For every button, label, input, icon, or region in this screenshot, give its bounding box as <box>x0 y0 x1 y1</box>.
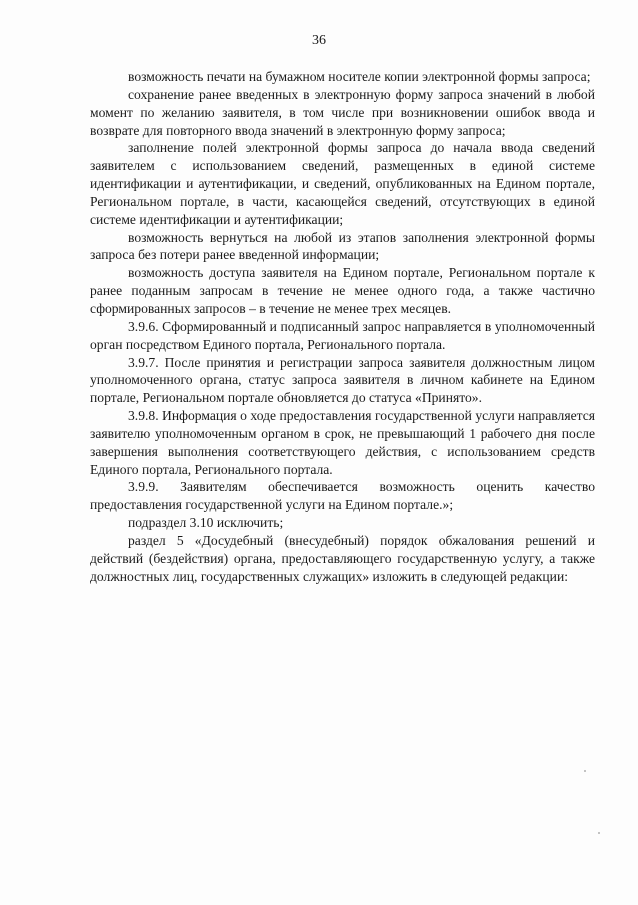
paragraph-save-values: сохранение ранее введенных в электронную форму запроса значений в любой момент по желанию заявителя, в том числе при возникновении ошибок ввода и возврате для повторного ввода значений в электронную форму запроса; <box>90 86 595 138</box>
scan-speck <box>584 770 586 772</box>
body-text <box>90 68 595 585</box>
paragraph-prefill-fields: заполнение полей электронной формы запроса до начала ввода сведений заявителем с использованием сведений, размещенных в единой системе идентификации и аутентификации, и сведений, опубликованных на Едином портале, Региональном портале, в части, касающейся сведений, отсутствующих в единой системе идентификации и аутентификации; <box>90 140 595 227</box>
paragraph-3-9-7: 3.9.7. После принятия и регистрации запроса заявителя должностным лицом уполномоченного органа, статус запроса заявителя в личном кабинете на Едином портале, Региональном портале обновляется до статуса «Принято». <box>90 354 595 406</box>
paragraph-3-9-6: 3.9.6. Сформированный и подписанный запрос направляется в уполномоченный орган посредством Единого портала, Регионального портала. <box>90 318 595 352</box>
paragraph-access-requests: возможность доступа заявителя на Едином портале, Региональном портале к ранее поданным запросам в течение не менее одного года, а также частично сформированных запросов – в течение не менее трех месяцев. <box>90 265 595 316</box>
paragraph-print-copy: возможность печати на бумажном носителе копии электронной формы запроса; <box>128 69 591 84</box>
paragraph-3-9-9: 3.9.9. Заявителям обеспечивается возможность оценить качество предоставления государственной услуги на Едином портале.»; <box>90 479 595 513</box>
paragraph-subsection-3-10: подраздел 3.10 исключить; <box>128 515 284 531</box>
paragraph-return-to-step: возможность вернуться на любой из этапов заполнения электронной формы запроса без потери ранее введенной информации; <box>90 229 595 263</box>
scan-speck <box>598 832 600 834</box>
paragraph-section-5: раздел 5 «Досудебный (внесудебный) порядок обжалования решений и действий (бездействия) органа, предоставляющего государственную услугу, а также должностных лиц, государственных служащих» изложить в следующей редакции: <box>90 532 595 584</box>
paragraph-3-9-8: 3.9.8. Информация о ходе предоставления государственной услуги направляется заявителю уполномоченным органом в срок, не превышающий 1 рабочего дня после завершения выполнения соответствующего действия, с использованием средств Единого портала, Регионального портала. <box>90 408 595 477</box>
page-number: 36 <box>312 33 326 48</box>
